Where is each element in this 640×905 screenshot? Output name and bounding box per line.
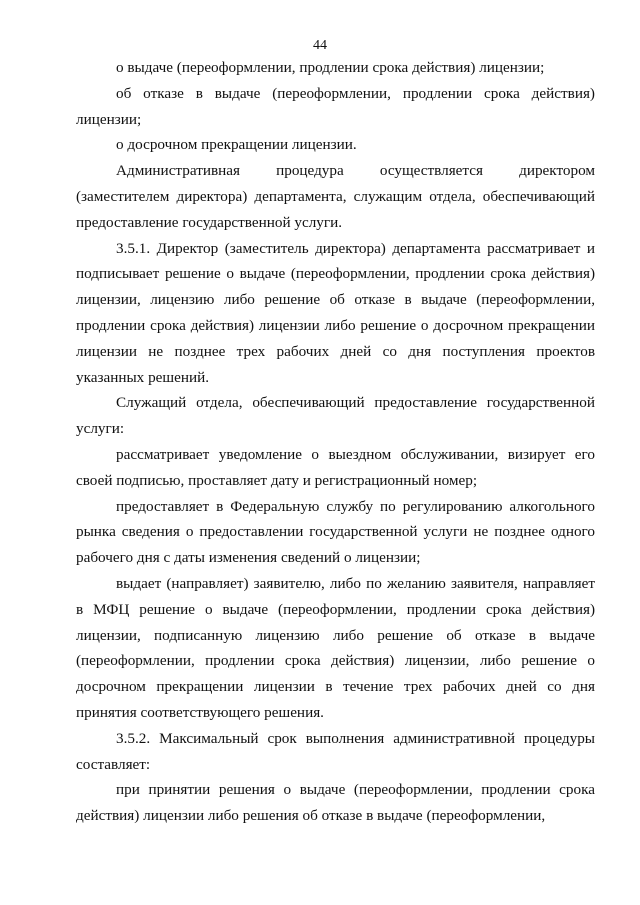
paragraph: об отказе в выдаче (переоформлении, продлении срока действия) лицензии;: [76, 84, 595, 128]
paragraph: о выдаче (переоформлении, продлении срока действия) лицензии;: [116, 59, 545, 76]
paragraph: 3.5.1. Директор (заместитель директора) департамента рассматривает и подписывает решение о выдаче (переоформлении, продлении срока действия) лицензии, лицензию либо решение об отказе в выдаче (переоформлении, продлении срока действия) лицензии либо решение о досрочном прекращении лицензии не позднее трех рабочих дней со дня поступления проектов указанных решений.: [76, 239, 595, 386]
page-number: 44: [313, 38, 327, 53]
paragraph: выдает (направляет) заявителю, либо по желанию заявителя, направляет в МФЦ решение о выдаче (переоформлении, продлении срока действия) лицензии, подписанную лицензию либо решение об отказе в выдаче (переоформлении, продлении срока действия) лицензии, либо решение о досрочном прекращении лицензии в течение трех рабочих дней со дня принятия соответствующего решения.: [76, 574, 595, 721]
document-body: [76, 55, 595, 829]
paragraph: о досрочном прекращении лицензии.: [116, 136, 357, 154]
paragraph: рассматривает уведомление о выездном обслуживании, визирует его своей подписью, проставляет дату и регистрационный номер;: [76, 445, 595, 489]
paragraph: при принятии решения о выдаче (переоформлении, продлении срока действия) лицензии либо решения об отказе в выдаче (переоформлении,: [76, 781, 595, 825]
paragraph: Административная процедура осуществляется директором (заместителем директора) департамента, служащим отдела, обеспечивающий предоставление государственной услуги.: [76, 162, 595, 231]
paragraph: предоставляет в Федеральную службу по регулированию алкогольного рынка сведения о предоставлении государственной услуги не позднее одного рабочего дня с даты изменения сведений о лицензии;: [76, 497, 595, 567]
paragraph: 3.5.2. Максимальный срок выполнения административной процедуры составляет:: [76, 729, 595, 773]
paragraph: Служащий отдела, обеспечивающий предоставление государственной услуги:: [76, 394, 595, 438]
